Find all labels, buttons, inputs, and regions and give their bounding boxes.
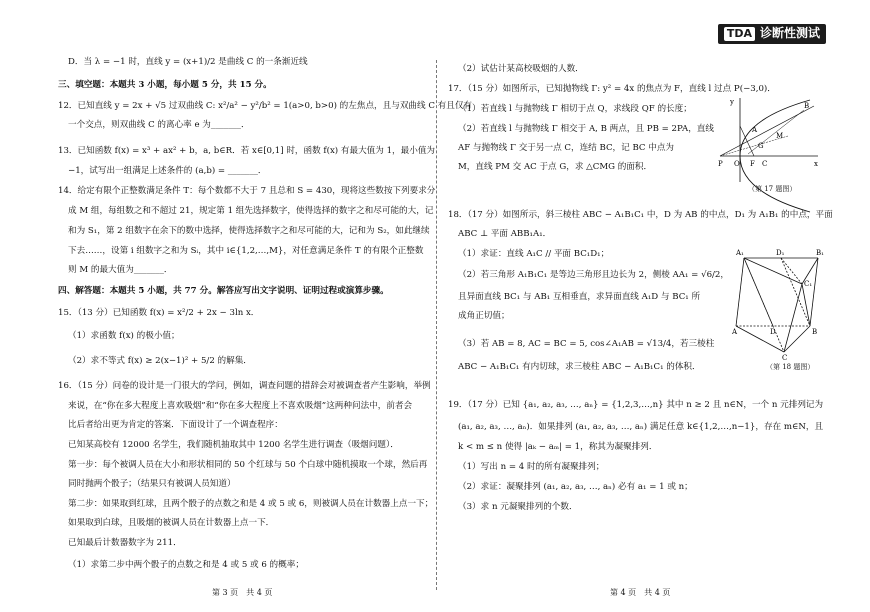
badge-text: 诊断性测试: [759, 26, 820, 41]
q16-line2: 来说，在“你在多大程度上喜欢吸烟”和“你在多大程度上不喜欢吸烟”这两种问法中，前者会: [68, 401, 413, 411]
fig17-label-x: x: [814, 160, 818, 168]
figure-17-parabola: [718, 96, 822, 184]
fig18-label-a: A: [732, 328, 738, 336]
fig18-edge-bc: [784, 326, 810, 352]
column-divider: [436, 60, 437, 590]
q16-part2: （2）试估计某高校吸烟的人数．: [458, 64, 584, 74]
q18-part2-line1: （2）若三角形 A₁B₁C₁ 是等边三角形且边长为 2，侧棱 AA₁ = √6/2，: [458, 270, 729, 280]
header-badge: [718, 24, 826, 44]
fig18-diag-d1c1: [781, 258, 802, 284]
q13-line2: −1，试写出一组满足上述条件的 (a,b) = _______．: [68, 166, 267, 176]
footer-page-4: 第 4 页 共 4 页: [610, 587, 671, 597]
q19-part2: （2）求证：凝聚排列 (a₁, a₂, a₃, …, aₙ) 必有 a₁ = 1 或 n；: [458, 482, 693, 492]
q14-line1: 14．给定有限个正整数满足条件 T：每个数都不大于 7 且总和 S = 430，现将这些数按下列要求分: [58, 186, 436, 196]
fig17-caption: （第 17 题图）: [748, 185, 797, 193]
section-answer: 四、解答题：本题共 5 小题，共 77 分。解答应写出文字说明、证明过程或演算步骤。: [58, 286, 389, 296]
q14-line2: 成 M 组，每组数之和不超过 21，规定第 1 组先选择数字，使得选择的数字之和尽可能的大，记: [68, 206, 434, 216]
q16-part1: （1）求第二步中两个骰子的点数之和是 4 或 5 或 6 的概率；: [68, 560, 304, 570]
fig17-label-o: O: [734, 160, 740, 168]
fig18-edge-a1a: [736, 258, 744, 326]
q15-part2: （2）求不等式 f(x) ≥ 2(x−1)² + 5/2 的解集．: [68, 356, 252, 366]
fig17-label-c: C: [762, 160, 768, 168]
fig18-edge-b1b: [810, 258, 818, 326]
badge-logo: TDA: [724, 27, 755, 41]
q19-stem2: (a₁, a₂, a₃, …, aₙ)．如果排列 (a₁, a₂, a₃, …, aₙ) 满足任意 k∈{1,2,…,n−1}，存在 m∈N，且: [458, 422, 824, 432]
fig17-label-g: G: [758, 142, 764, 150]
fig18-label-c1: C₁: [804, 280, 813, 288]
q14-line4: 下去……，设第 i 组数字之和为 Sᵢ，其中 i∈{1,2,…,M}，对任意满足条件 T 的有限个正整数: [68, 246, 424, 256]
q19-stem3: k < m ≤ n 使得 |aₖ − aₘ| = 1，称其为凝聚排列．: [458, 442, 658, 452]
q16-line4: 已知某高校有 12000 名学生，我们随机抽取其中 1200 名学生进行调查（吸烟问题）．: [68, 440, 399, 450]
q19-stem1: 19．（17 分）已知 {a₁, a₂, a₃, …, aₙ} = {1,2,3,…,n} 其中 n ≥ 2 且 n∈N，一个 n 元排列记为: [448, 400, 824, 410]
q18-part3-line1: （3）若 AB = 8, AC = BC = 5, cos∠A₁AB = √13/4，若三棱柱: [458, 339, 715, 349]
q16-line1: 16．（15 分）问卷的设计是一门很大的学问，例如，调查问题的措辞会对被调查者产生影响，举例: [58, 381, 431, 391]
q16-line5: 第一步：每个被调人员在大小和形状相同的 50 个红球与 50 个白球中随机摸取一个球，然后再: [68, 460, 428, 470]
q15-part1: （1）求函数 f(x) 的极小值；: [68, 331, 180, 341]
q14-line3: 和为 S₁，第 2 组数字在余下的数中选择，使得选择数字之和尽可能的大，记和为 S₂，如此继续: [68, 226, 430, 236]
q13-line1: 13．已知函数 f(x) = x³ + ax² + b，a, b∈R．若 x∈[0,1] 时，函数 f(x) 有最大值为 1，最小值为: [58, 146, 436, 156]
fig18-caption: （第 18 题图）: [766, 363, 815, 371]
q12-line1: 12．已知直线 y = 2x + √5 过双曲线 C: x²/a² − y²/b² = 1(a>0, b>0) 的左焦点，且与双曲线 C 有且仅有: [58, 101, 473, 111]
q18-part3-line2: ABC − A₁B₁C₁ 有内切球，求三棱柱 ABC − A₁B₁C₁ 的体积．: [458, 362, 701, 372]
q19-part1: （1）写出 n = 4 时的所有凝聚排列；: [458, 462, 605, 472]
section-fill-in: 三、填空题：本题共 3 小题，每小题 5 分，共 15 分。: [58, 80, 272, 90]
q18-part2-line3: 成角正切值；: [458, 311, 510, 321]
fig18-edge-c1c: [784, 284, 802, 352]
fig18-label-b: B: [812, 328, 818, 336]
fig17-label-y: y: [730, 98, 734, 106]
fig17-label-f: F: [750, 160, 755, 168]
q16-line7: 第二步：如果取到红球，且两个骰子的点数之和是 4 或 5 或 6，则被调人员在计数器上点一下；: [68, 499, 434, 509]
q16-line6: 同时抛两个骰子；（结果只有被调人员知道）: [68, 479, 236, 489]
q17-part2-line2: AF 与抛物线 Γ 交于另一点 C，连结 BC，记 BC 中点为: [458, 143, 675, 153]
q18-stem2: ABC ⊥ 平面 ABB₁A₁．: [458, 229, 552, 239]
fig17-label-p: P: [718, 160, 723, 168]
fig18-edge-ac: [736, 326, 784, 352]
q17-stem: 17．（15 分）如图所示，已知抛物线 Γ: y² = 4x 的焦点为 F，直线 l 过点 P(−3,0)．: [448, 84, 776, 94]
fig18-label-d1: D₁: [776, 249, 785, 257]
fig18-diag-d1b: [781, 258, 813, 326]
q16-line8: 如果取到白球，且吸烟的被调人员在计数器上点一下．: [68, 518, 275, 528]
fig18-diag-bc1: [802, 284, 810, 326]
fig18-label-d: D: [770, 328, 776, 336]
fig18-label-b1: B₁: [816, 249, 824, 257]
fig17-label-m: M: [776, 132, 784, 140]
q18-stem: 18．（17 分）如图所示，斜三棱柱 ABC − A₁B₁C₁ 中，D 为 AB 的中点，D₁ 为 A₁B₁ 的中点，平面: [448, 210, 833, 220]
q14-line5: 则 M 的最大值为_______．: [68, 265, 173, 275]
q12-line2: 一个交点，则双曲线 C 的离心率 e 为_______．: [68, 120, 250, 130]
fig17-label-a: A: [752, 126, 758, 134]
q15-stem: 15．（13 分）已知函数 f(x) = x²/2 + 2x − 3ln x．: [58, 308, 260, 318]
figure-18-prism: [732, 248, 828, 360]
fig17-label-b: B: [804, 102, 810, 110]
q17-part1: （1）若直线 l 与抛物线 Γ 相切于点 Q，求线段 QF 的长度；: [458, 104, 692, 114]
q18-part1: （1）求证：直线 A₁C // 平面 BC₁D₁；: [458, 249, 610, 259]
fig18-label-c: C: [782, 354, 788, 362]
fig18-edge-a1c1: [744, 258, 802, 284]
option-d: D．当 λ = −1 时，直线 y = (x+1)/2 是曲线 C 的一条渐近线: [68, 57, 308, 67]
q18-part2-line2: 且异面直线 BC₁ 与 AB₁ 互相垂直，求异面直线 A₁D 与 BC₁ 所: [458, 292, 701, 302]
q19-part3: （3）求 n 元凝聚排列的个数．: [458, 502, 578, 512]
q16-line9: 已知最后计数器数字为 211．: [68, 538, 182, 548]
q17-part2-line3: M，直线 PM 交 AC 于点 G，求 △CMG 的面积．: [458, 162, 653, 172]
fig18-label-a1: A₁: [736, 249, 744, 257]
q16-line3: 比后者给出更为肯定的答案．下面设计了一个调查程序：: [68, 420, 283, 430]
q17-part2-line1: （2）若直线 l 与抛物线 Γ 相交于 A, B 两点，且 PB = 2PA，直线: [458, 124, 714, 134]
footer-page-3: 第 3 页 共 4 页: [212, 587, 273, 597]
